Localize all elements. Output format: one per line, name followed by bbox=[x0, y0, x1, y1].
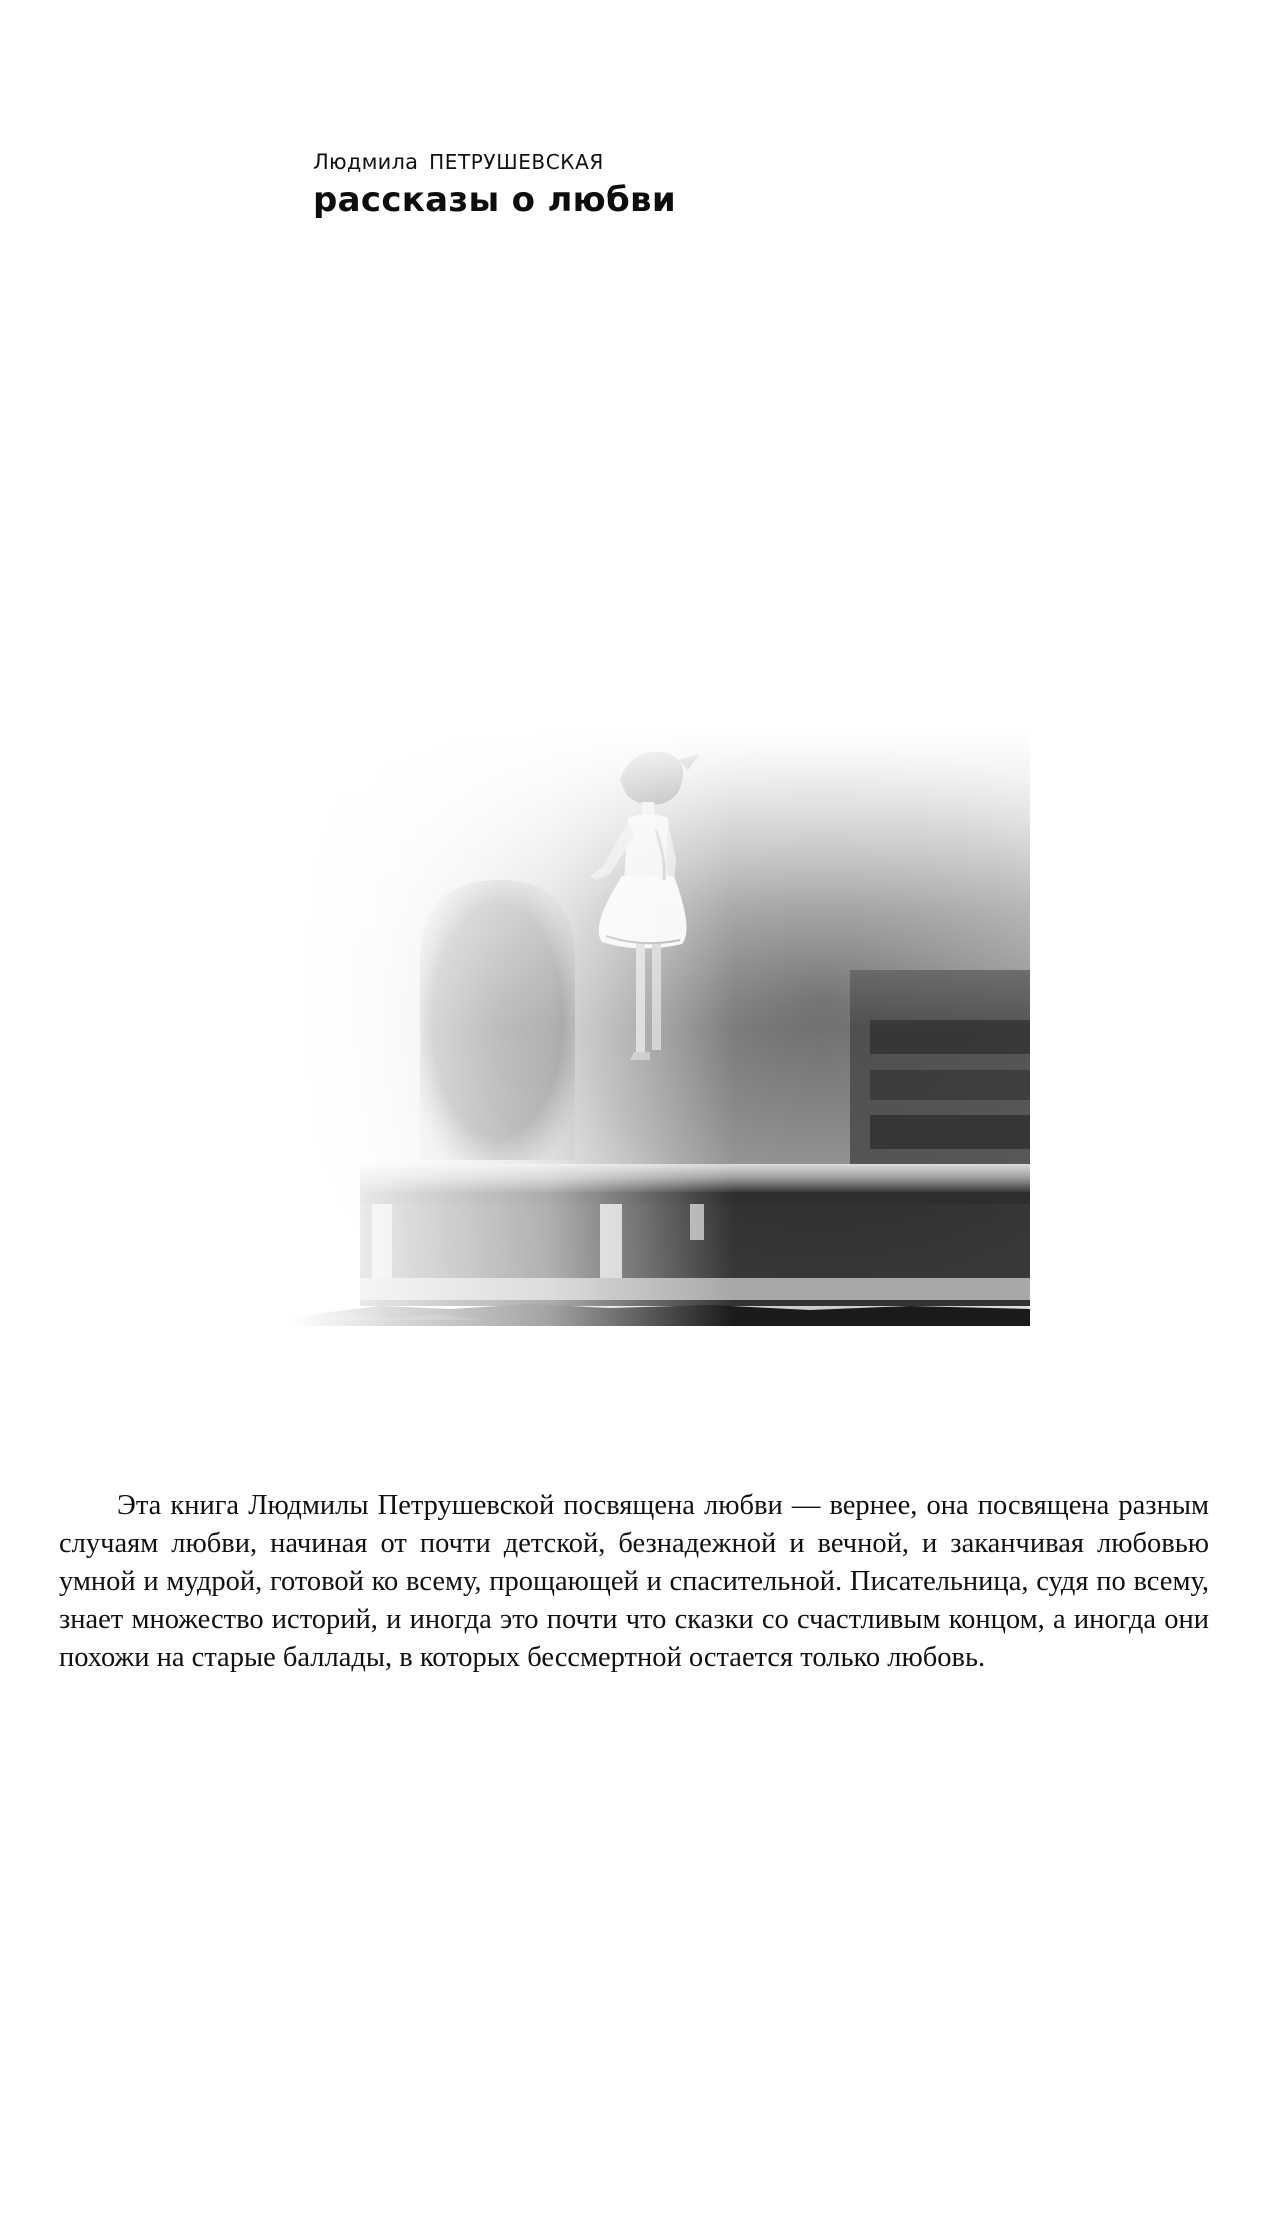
book-header bbox=[313, 150, 833, 220]
author-last-name: ПЕТРУШЕВСКАЯ bbox=[429, 150, 604, 174]
girl-on-platform-illustration bbox=[290, 730, 1030, 1326]
author-name bbox=[313, 150, 833, 174]
book-title: рассказы о любви bbox=[313, 180, 676, 220]
cover-photo bbox=[290, 730, 1030, 1326]
author-first-name: Людмила bbox=[313, 150, 419, 174]
book-annotation: Эта книга Людмилы Петрушевской посвящена любви — вернее, она посвящена разным случаям любви, начиная от почти детской, безнадежной и вечной, и заканчивая любовью умной и мудрой, готовой ко всему, прощающей и спасительной. Писательница, судя по всему, знает множество историй, и иногда это почти что сказки со счастливым концом, а иногда они похожи на старые баллады, в которых бессмертной остается только любовь. bbox=[59, 1490, 1209, 1673]
